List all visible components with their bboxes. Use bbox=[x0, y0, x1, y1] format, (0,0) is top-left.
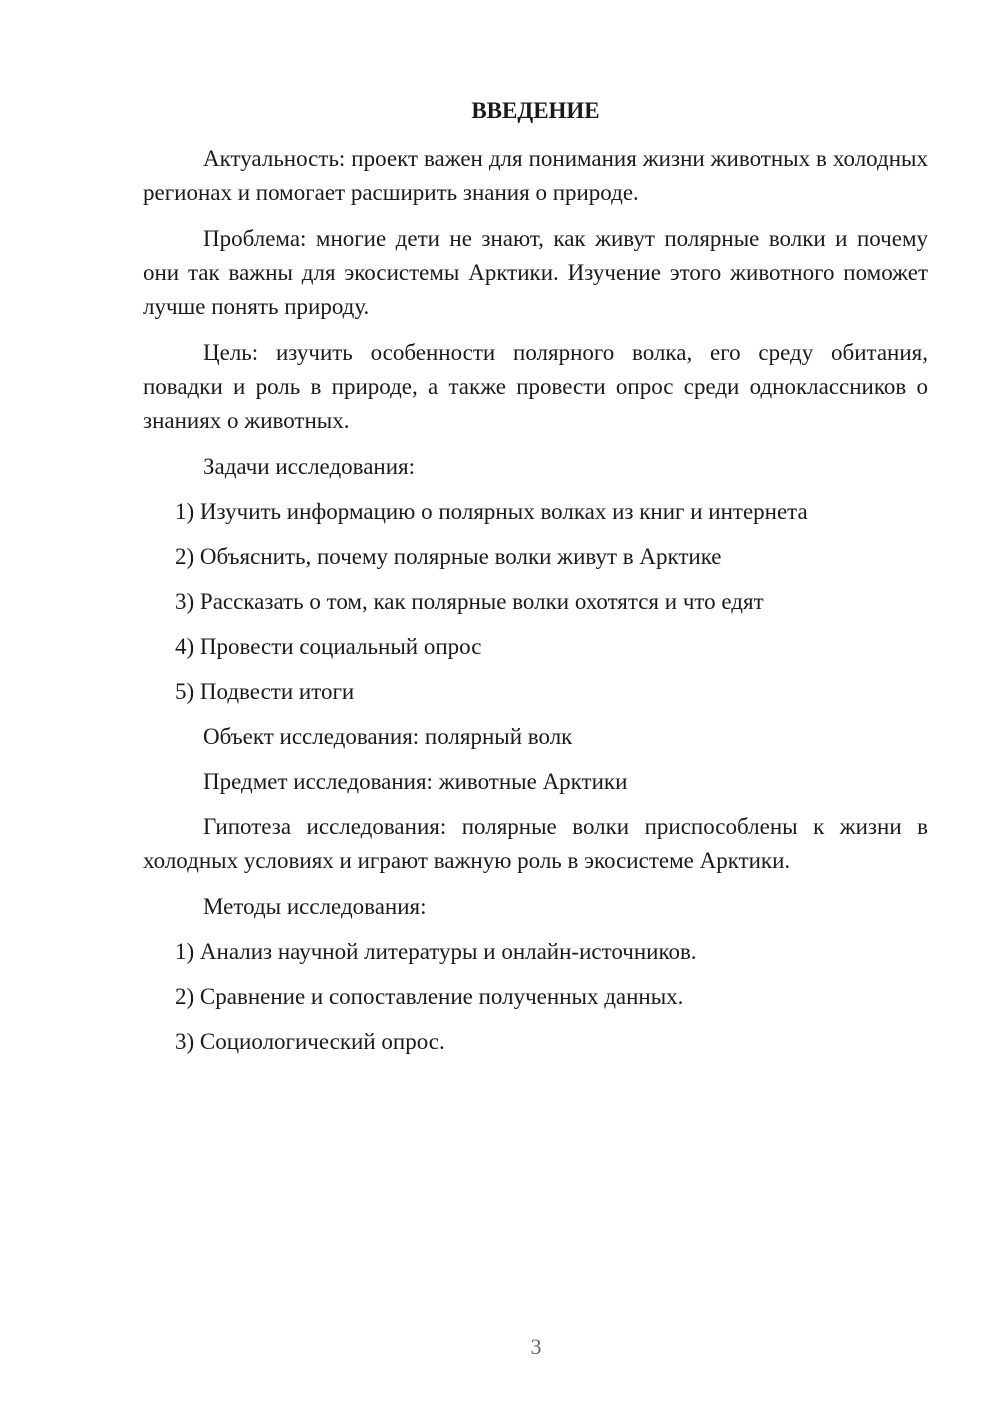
methods-title: Методы исследования: bbox=[203, 894, 427, 919]
section-heading: ВВЕДЕНИЕ bbox=[471, 98, 600, 123]
task-item-4: 4) Провести социальный опрос bbox=[175, 634, 482, 659]
research-subject: Предмет исследования: животные Арктики bbox=[203, 769, 628, 794]
relevance-paragraph: Актуальность: проект важен для понимания жизни животных в холодных регионах и помогает расширить знания о природе. bbox=[143, 146, 928, 205]
tasks-title: Задачи исследования: bbox=[203, 454, 416, 479]
method-item-2: 2) Сравнение и сопоставление полученных данных. bbox=[175, 984, 684, 1009]
task-item-3: 3) Рассказать о том, как полярные волки охотятся и что едят bbox=[175, 589, 764, 614]
method-item-3: 3) Социологический опрос. bbox=[175, 1029, 445, 1054]
problem-paragraph: Проблема: многие дети не знают, как живут полярные волки и почему они так важны для экосистемы Арктики. Изучение этого животного поможет лучше понять природу. bbox=[143, 226, 928, 319]
research-object: Объект исследования: полярный волк bbox=[203, 724, 573, 749]
page-number: 3 bbox=[530, 1334, 542, 1359]
hypothesis-paragraph: Гипотеза исследования: полярные волки приспособлены к жизни в холодных условиях и играют важную роль в экосистеме Арктики. bbox=[143, 814, 928, 873]
task-item-5: 5) Подвести итоги bbox=[175, 679, 355, 704]
task-item-1: 1) Изучить информацию о полярных волках из книг и интернета bbox=[175, 499, 808, 524]
method-item-1: 1) Анализ научной литературы и онлайн-источников. bbox=[175, 939, 697, 964]
document-body bbox=[143, 96, 928, 1070]
task-item-2: 2) Объяснить, почему полярные волки живут в Арктике bbox=[175, 544, 722, 569]
goal-paragraph: Цель: изучить особенности полярного волка, его среду обитания, повадки и роль в природе, а также провести опрос среди одноклассников о знаниях о животных. bbox=[143, 340, 928, 433]
